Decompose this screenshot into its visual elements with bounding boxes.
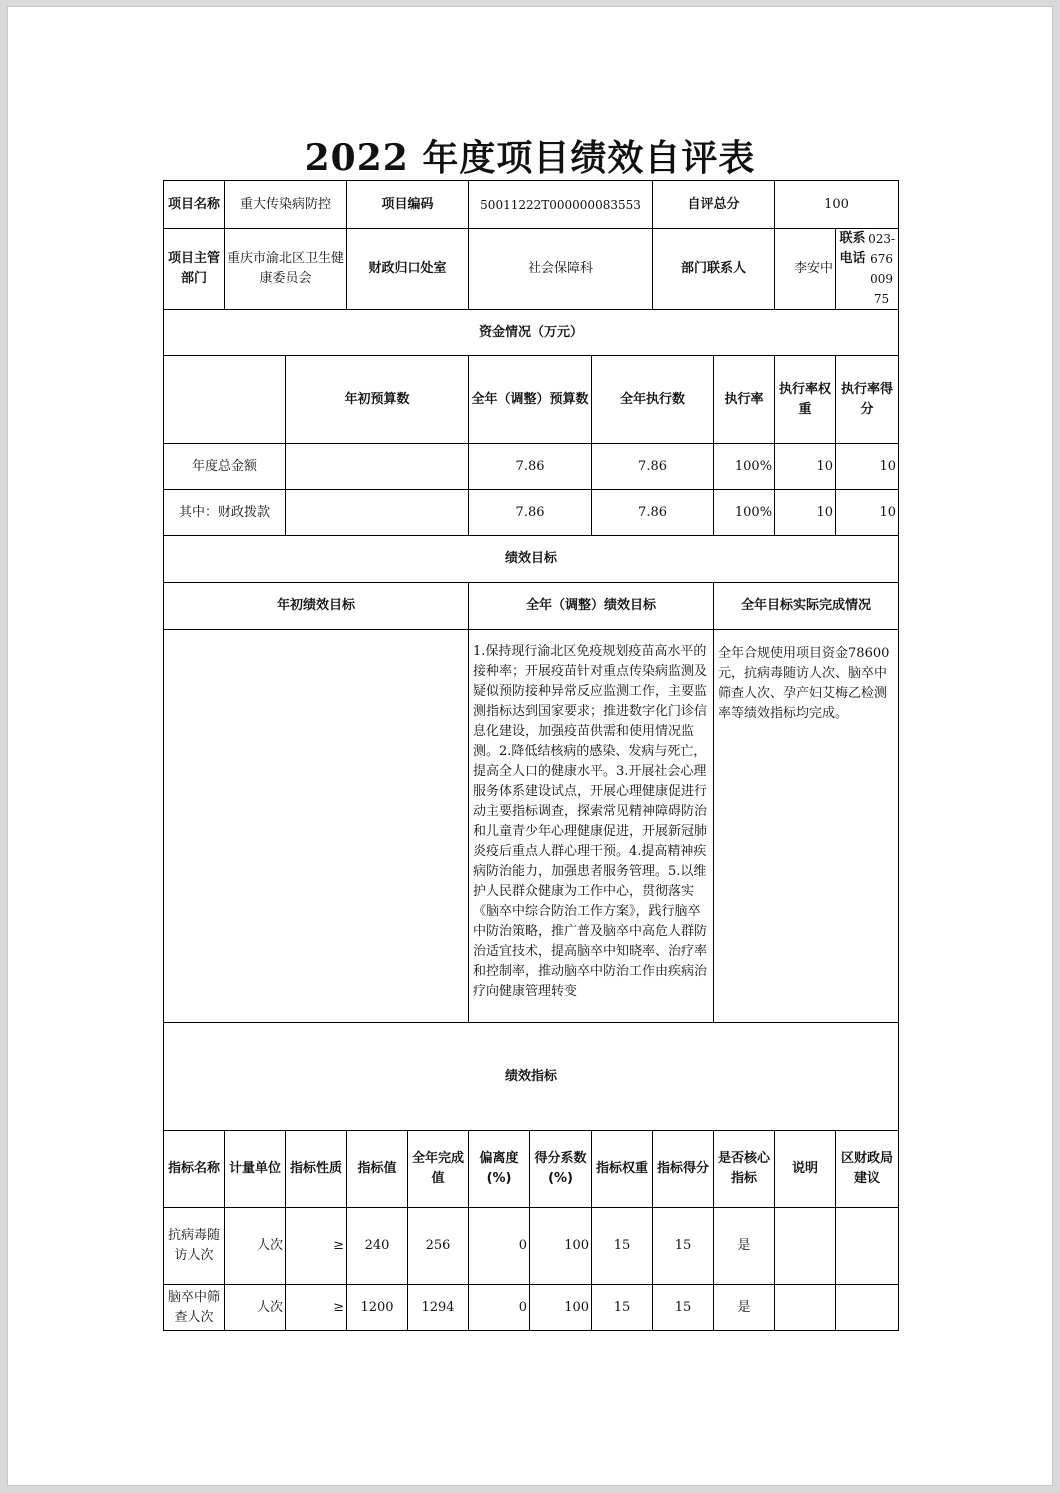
funds-col-blank xyxy=(164,356,286,444)
ind-note xyxy=(775,1285,836,1331)
funds-row-score: 10 xyxy=(836,490,899,536)
funds-col-executed: 全年执行数 xyxy=(592,356,714,444)
ind-col-advice: 区财政局建议 xyxy=(836,1131,899,1208)
total-score-value: 100 xyxy=(775,181,899,229)
ind-target: 240 xyxy=(347,1208,408,1285)
funds-section-title: 资金情况（万元） xyxy=(164,310,899,356)
phone-cell xyxy=(836,229,899,310)
funds-row-name: 年度总金额 xyxy=(164,444,286,490)
funds-col-initial: 年初预算数 xyxy=(286,356,469,444)
ind-core: 是 xyxy=(714,1208,775,1285)
goals-section-title: 绩效目标 xyxy=(164,536,899,583)
header-row-1 xyxy=(164,181,899,229)
ind-col-coef: 得分系数(%) xyxy=(530,1131,592,1208)
ind-score: 15 xyxy=(653,1208,714,1285)
header-row-2 xyxy=(164,229,899,310)
ind-unit: 人次 xyxy=(225,1208,286,1285)
indicator-row xyxy=(164,1208,899,1285)
goals-content-row xyxy=(164,630,899,1023)
funds-row-fiscal xyxy=(164,490,899,536)
funds-row-initial xyxy=(286,490,469,536)
ind-nature: ≥ xyxy=(286,1285,347,1331)
funds-row-name: 其中：财政拨款 xyxy=(164,490,286,536)
ind-col-target: 指标值 xyxy=(347,1131,408,1208)
finance-office-label: 财政归口处室 xyxy=(347,229,469,310)
ind-weight: 15 xyxy=(592,1285,653,1331)
ind-col-nature: 指标性质 xyxy=(286,1131,347,1208)
ind-col-note: 说明 xyxy=(775,1131,836,1208)
funds-col-adjusted: 全年（调整）预算数 xyxy=(469,356,592,444)
ind-col-name: 指标名称 xyxy=(164,1131,225,1208)
project-code-value: 50011222T000000083553 xyxy=(469,181,653,229)
ind-advice xyxy=(836,1208,899,1285)
goals-initial-text xyxy=(164,630,469,1023)
ind-col-score: 指标得分 xyxy=(653,1131,714,1208)
phone-label: 联系电话 xyxy=(839,231,866,266)
ind-weight: 15 xyxy=(592,1208,653,1285)
funds-row-initial xyxy=(286,444,469,490)
ind-coef: 100 xyxy=(530,1285,592,1331)
funds-row-adjusted: 7.86 xyxy=(469,490,592,536)
ind-unit: 人次 xyxy=(225,1285,286,1331)
ind-actual: 1294 xyxy=(408,1285,469,1331)
ind-col-unit: 计量单位 xyxy=(225,1131,286,1208)
funds-row-weight: 10 xyxy=(775,444,836,490)
goals-section-row xyxy=(164,536,899,583)
indicators-section-title: 绩效指标 xyxy=(164,1023,899,1131)
goals-adjusted-cell xyxy=(469,630,714,1023)
funds-row-score: 10 xyxy=(836,444,899,490)
ind-name: 抗病毒随访人次 xyxy=(164,1208,225,1285)
ind-actual: 256 xyxy=(408,1208,469,1285)
funds-row-rate: 100% xyxy=(714,490,775,536)
funds-row-adjusted: 7.86 xyxy=(469,444,592,490)
contact-label: 部门联系人 xyxy=(653,229,775,310)
goals-header-row xyxy=(164,583,899,630)
funds-row-rate: 100% xyxy=(714,444,775,490)
indicators-section-row xyxy=(164,1023,899,1131)
goals-col-initial: 年初绩效目标 xyxy=(164,583,469,630)
dept-label: 项目主管部门 xyxy=(164,229,225,310)
phone-value: 023-67600975 xyxy=(868,232,896,306)
ind-col-weight: 指标权重 xyxy=(592,1131,653,1208)
ind-note xyxy=(775,1208,836,1285)
ind-col-core: 是否核心指标 xyxy=(714,1131,775,1208)
goals-col-actual: 全年目标实际完成情况 xyxy=(714,583,899,630)
indicators-header-row xyxy=(164,1131,899,1208)
total-score-label: 自评总分 xyxy=(653,181,775,229)
ind-deviation: 0 xyxy=(469,1208,530,1285)
contact-value: 李安中 xyxy=(775,229,836,310)
finance-office-value: 社会保障科 xyxy=(469,229,653,310)
funds-header-row xyxy=(164,356,899,444)
ind-coef: 100 xyxy=(530,1208,592,1285)
funds-row-executed: 7.86 xyxy=(592,444,714,490)
project-name-value: 重大传染病防控 xyxy=(225,181,347,229)
ind-advice xyxy=(836,1285,899,1331)
funds-row-weight: 10 xyxy=(775,490,836,536)
ind-core: 是 xyxy=(714,1285,775,1331)
funds-row-total xyxy=(164,444,899,490)
goals-col-adjusted: 全年（调整）绩效目标 xyxy=(469,583,714,630)
project-name-label: 项目名称 xyxy=(164,181,225,229)
document-title: 2022 年度项目绩效自评表 xyxy=(304,137,756,179)
ind-score: 15 xyxy=(653,1285,714,1331)
funds-row-executed: 7.86 xyxy=(592,490,714,536)
goals-adjusted-text: 1.保持现行渝北区免疫规划疫苗高水平的接种率；开展疫苗针对重点传染病监测及疑似预防接种异常反应监测工作，主要监测指标达到国家要求；推进数字化门诊信息化建设，加强疫苗供需和使用情况监测。2.降低结核病的感染、发病与死亡，提高全人口的健康水平。3.开展社会心理服务体系建设试点，开展心理健康促进行动主要指标调查，探索常见精神障碍防治和儿童青少年心理健康促进，开展新冠肺炎疫后重点人群心理干预。4.提高精神疾病防治能力，加强患者服务管理。5.以维护人民群众健康为工作中心，贯彻落实《脑卒中综合防治工作方案》，践行脑卒中防治策略，推广普及脑卒中高危人群防治适宜技术，提高脑卒中知晓率、治疗率和控制率，推动脑卒中防治工作由疾病治疗向健康管理转变 xyxy=(473,644,708,999)
ind-col-deviation: 偏离度(%) xyxy=(469,1131,530,1208)
ind-col-actual: 全年完成值 xyxy=(408,1131,469,1208)
ind-name: 脑卒中筛查人次 xyxy=(164,1285,225,1331)
ind-target: 1200 xyxy=(347,1285,408,1331)
funds-col-weight: 执行率权重 xyxy=(775,356,836,444)
dept-value: 重庆市渝北区卫生健康委员会 xyxy=(225,229,347,310)
goals-actual-text: 全年合规使用项目资金78600元，抗病毒随访人次、脑卒中筛查人次、孕产妇艾梅乙检测率等绩效指标均完成。 xyxy=(714,630,899,1023)
ind-nature: ≥ xyxy=(286,1208,347,1285)
ind-deviation: 0 xyxy=(469,1285,530,1331)
performance-form-table xyxy=(163,180,899,1331)
funds-col-rate: 执行率 xyxy=(714,356,775,444)
funds-section-row xyxy=(164,310,899,356)
project-code-label: 项目编码 xyxy=(347,181,469,229)
indicator-row xyxy=(164,1285,899,1331)
funds-col-score: 执行率得分 xyxy=(836,356,899,444)
